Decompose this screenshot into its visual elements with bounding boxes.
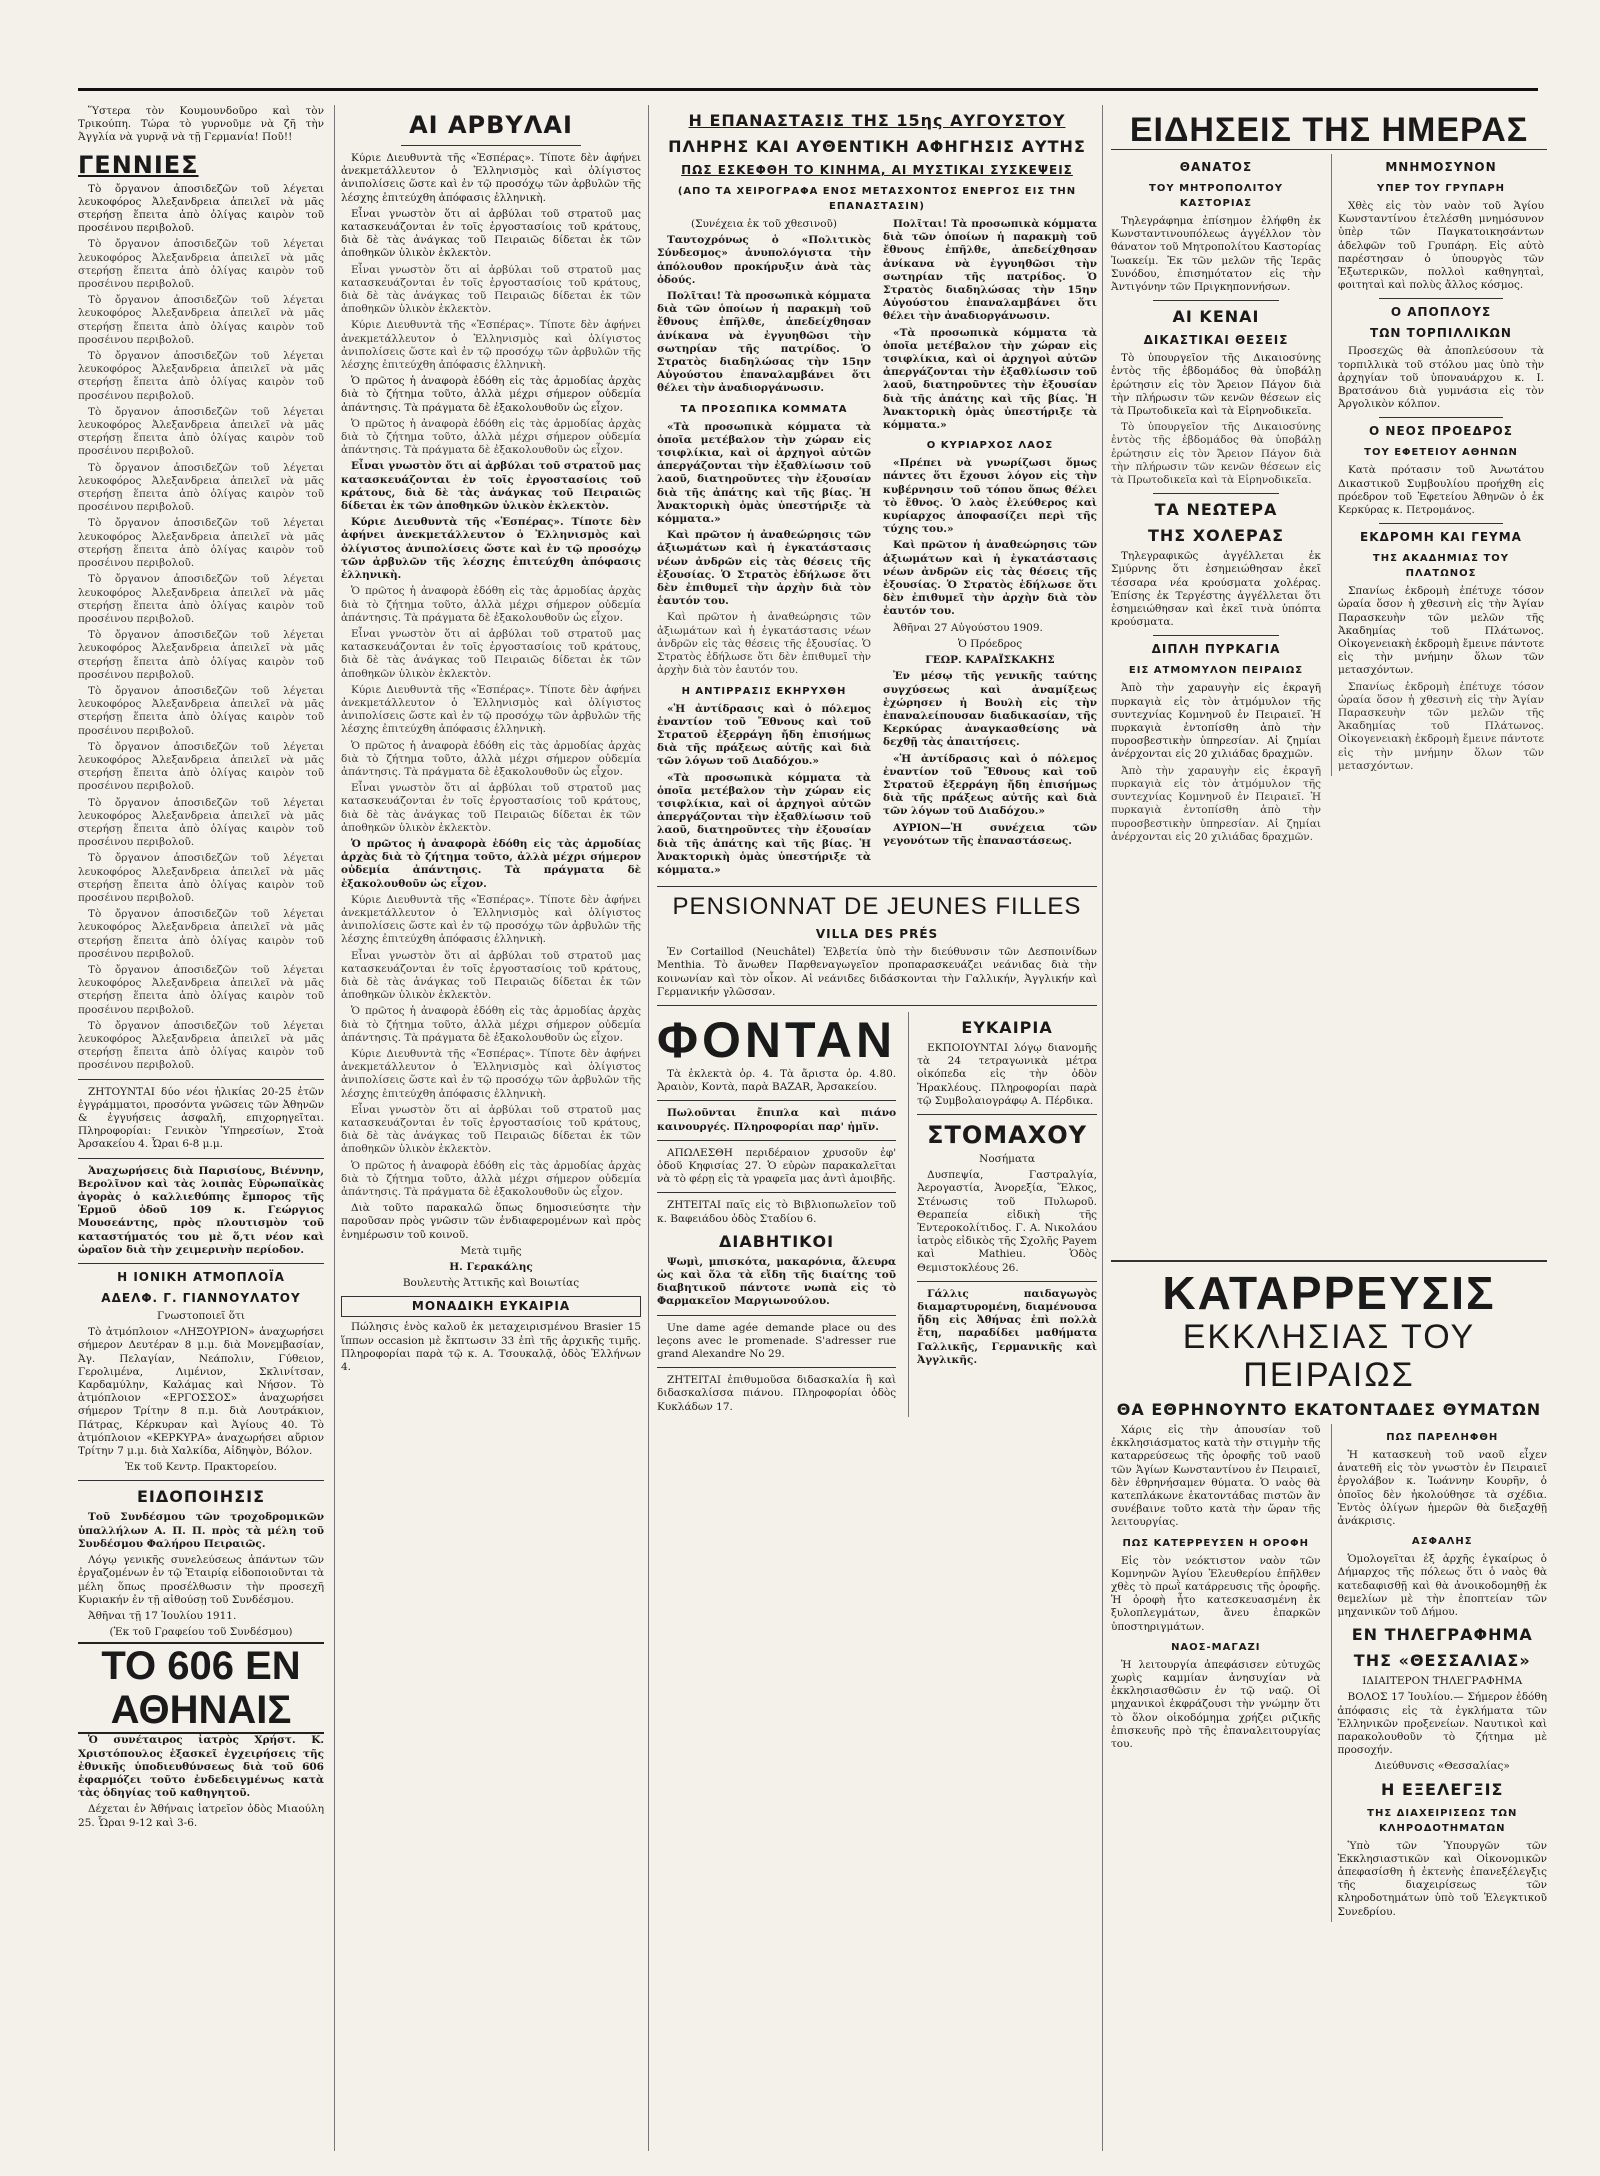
ekklisias-heading: ΕΚΚΛΗΣΙΑΣ ΤΟΥ ΠΕΙΡΑΙΩΣ	[1182, 1318, 1476, 1394]
gennies-text-repeat-4: Τὸ ὄργανον ἀποσιδεζῶν τοῦ λέγεται λευκοφόρος Ἀλεξανδρεια ἀπειλεῖ νὰ μᾶς στερήσῃ ἕπειτα ἀπὸ ὀλίγας καιρὸν τοῦ προσέινου περιβολοῦ.	[78, 405, 324, 458]
katarreusis-heading: ΚΑΤΑΡΡΕΥΣΙΣ	[1162, 1267, 1496, 1319]
pos-parelithe-heading: ΠΩΣ ΠΑΡΕΛΗΦΘΗ	[1386, 1432, 1499, 1443]
eidopoiisis-sign: (Ἐκ τοῦ Γραφείου τοῦ Συνδέσμου)	[109, 1626, 293, 1639]
zitite-ad: ΖΗΤΕΙΤΑΙ παῖς εἰς τὸ Βιβλιοπωλεῖον τοῦ κ. Βαφειάδου ὁδὸς Σταδίου 6.	[657, 1199, 897, 1225]
ioniki-subheading-2: Γνωστοποιεῖ ὅτι	[156, 1310, 245, 1323]
gennies-text-repeat-3: Τὸ ὄργανον ἀποσιδεζῶν τοῦ λέγεται λευκοφόρος Ἀλεξανδρεια ἀπειλεῖ νὰ μᾶς στερήσῃ ἕπειτα ἀπὸ ὀλίγας καιρὸν τοῦ προσέινου περιβολοῦ.	[78, 350, 324, 402]
epanastasis-text-6: Ἐν μέσῳ τῆς γενικῆς ταύτης συγχύσεως καὶ ἀναμίξεως ἐχώρησεν ἡ Βουλὴ εἰς τὴν ἐπαναλείπουσαν διαδικασίαν, τῆς Κερκύρας ἀναγκασθείσης νὰ δεχθῇ τὰς ἀπαιτήσεις.	[883, 670, 1097, 749]
exelegxis-heading: Η ΕΞΕΛΕΓΞΙΣ	[1381, 1779, 1504, 1799]
arvylai-text-2c: Κύριε Διευθυντὰ τῆς «Ἑσπέρας». Τίποτε δὲν ἀφήνει ἀνεκμετάλλευτον ὁ Ἐλληνισμὸς καὶ ὀλίγιστος ἀνιπολίσεις ὥστε καὶ ἐν τῷ προσόχῳ τῶν ἀρβυλῶν τῆς λέσχης ἐπιτεύχθη ἀπόφασις ἑλληνικὴ.	[341, 319, 641, 372]
ioniki-subheading: ΑΔΕΛΦ. Γ. ΓΙΑΝΝΟΥΛΑΤΟΥ	[101, 1291, 301, 1306]
mnimosinon-text: Χθὲς εἰς τὸν ναὸν τοῦ Ἁγίου Κωνσταντίνου ἐτελέσθη μνημόσυνον ὑπὲρ τῶν Παγκατοικησάντων ἀδελφῶν τοῦ Γρυπάρη. Εἰς αὐτὸ παρέστησαν ὁ ὑπουργὸς τῶν Ἐξωτερικῶν, πολλοὶ καθηγηταὶ, φοιτηταὶ καὶ πολὺς ἄλλος κόσμος.	[1338, 200, 1544, 292]
antirrasis-heading: Η ΑΝΤΙΡΡΑΣΙΣ ΕΚΗΡΥΧΘΗ	[681, 685, 847, 697]
enthessalias-text: ΒΟΛΟΣ 17 Ἰουλίου.— Σήμερον ἐδόθη ἀπόφασις εἰς τὰ ἐγκλήματα τῶν Ἐλληνικῶν προξενείων. Ναυτικοὶ καὶ παρακολουθοῦν τὸ ζήτημα μὲ προσοχήν.	[1337, 1691, 1547, 1757]
gennies-heading: ΓΕΝΝΙΕΣ	[78, 150, 199, 179]
arvylai-text-3f: Εἶναι γνωστὸν ὅτι αἱ ἀρβύλαι τοῦ στρατοῦ μας κατασκευάζονται ἐν τοῖς ἐργοστασίοις τοῦ κράτους, διὰ δὲ τὰς ἀνάγκας τοῦ Πειραιῶς δίδεται ἐκ τῶν ἀποθηκῶν ὑλικὸν ἐκλεκτὸν.	[341, 627, 641, 680]
divider	[657, 1005, 1097, 1006]
ioniki-sign: Ἐκ τοῦ Κεντρ. Πρακτορείου.	[125, 1461, 277, 1474]
gennies-text-repeat-14: Τὸ ὄργανον ἀποσιδεζῶν τοῦ λέγεται λευκοφόρος Ἀλεξανδρεια ἀπειλεῖ νὰ μᾶς στερήσῃ ἕπειτα ἀπὸ ὀλίγας καιρὸν τοῦ προσέινου περιβολοῦ.	[78, 963, 324, 1016]
continuation-note: (Συνέχεια ἐκ τοῦ χθεσινοῦ)	[690, 218, 838, 230]
arvylai-text-3c: Εἶναι γνωστὸν ὅτι αἱ ἀρβύλαι τοῦ στρατοῦ μας κατασκευάζονται ἐν τοῖς ἐργοστασίοις τοῦ κράτους, διὰ δὲ τὰς ἀνάγκας τοῦ Πειραιῶς δίδεται ἐκ τῶν ἀποθηκῶν ὑλικὸν ἐκλεκτὸν.	[341, 460, 641, 513]
anachorisis-notice: Ἀναχωρήσεις διὰ Παρισίους, Βιέννην, Βερολῖνον καὶ τὰς λοιπὰς Εὐρωπαϊκὰς ἀγορὰς ὁ καλλιεθύπης ἔμπορος τῆς Ἑρμοῦ ὁδοῦ 109 κ. Γεώργιος Μουσεάντης, πρὸς πλουτισμὸν τοῦ καταστήματός του μὲ ὅ,τι νέον καὶ ὡραῖον διὰ τὴν χειμερινὴν περίοδον.	[78, 1164, 324, 1256]
news-subcol-right	[1331, 154, 1544, 776]
intro-text: Ὕστερα τὸν Κουμουνδοῦρο καὶ τὸν Τρικούπη. Τώρα τὸ γυρνοῦμε νὰ ζῆ τὴν Ἀγγλία νὰ γυρνᾷ νὰ τῇ Γερμανία! Ποῦ!!	[78, 105, 324, 144]
ekdromi-subheading: ΤΗΣ ΑΚΑΔΗΜΙΑΣ ΤΟΥ ΠΛΑΤΩΝΟΣ	[1372, 553, 1510, 580]
stomachou-subheading: Νοσήματα	[979, 1152, 1035, 1165]
eidopoiisis-text: Λόγῳ γενικῆς συνελεύσεως ἁπάντων τῶν ἐργαζομένων ἐν τῷ Ἑταιρίᾳ εἰδοποιοῦνται τὰ μέλη ὅπως προσέλθωσιν τὴν προσεχῆ Κυριακήν ἐν τῇ αἰθούσῃ τοῦ Συνδέσμου.	[78, 1554, 324, 1606]
gennies-text-repeat-10: Τὸ ὄργανον ἀποσιδεζῶν τοῦ λέγεται λευκοφόρος Ἀλεξανδρεια ἀπειλεῖ νὰ μᾶς στερήσῃ ἕπειτα ἀπὸ ὀλίγας καιρὸν τοῦ προσέινου περιβολοῦ.	[78, 740, 324, 793]
epanastasis-text-4b: «Τὰ προσωπικὰ κόμματα τὰ ὁποῖα μετέβαλον τὴν χώραν εἰς τσιφλίκια, καὶ οἱ ἀρχηγοὶ αὐτῶν ἀπεργάζονται τὴν ἐξαθλίωσιν τοῦ λαοῦ, διατηροῦντες τὴν ἐξουσίαν διὰ τῆς ἀπάτης καὶ τῆς βίας. Ἡ Ἀνακτορικὴ ὁμὰς ὑπεστήριξε τὰ κόμματα.»	[657, 771, 871, 876]
arvylai-text-3j: Ὁ πρῶτος ἡ ἀναφορὰ ἐδόθη εἰς τὰς ἀρμοδίας ἀρχὰς διὰ τὸ ζήτημα τοῦτο, ἀλλὰ μέχρι σήμερον οὐδεμία ἀπάντησις. Τὰ πράγματα δὲ ἐξακολουθοῦν ὡς εἶχον.	[341, 837, 641, 890]
thanatos-subheading: ΤΟΥ ΜΗΤΡΟΠΟΛΙΤΟΥ ΚΑΣΤΟΡΙΑΣ	[1149, 183, 1283, 209]
eukairia-heading: ΕΥΚΑΙΡΙΑ	[961, 1017, 1053, 1037]
divider	[657, 886, 1097, 887]
arvylai-text-3g: Κύριε Διευθυντὰ τῆς «Ἑσπέρας». Τίποτε δὲν ἀφήνει ἀνεκμετάλλευτον ὁ Ἐλληνισμὸς καὶ ὀλίγιστος ἀνιπολίσεις ὥστε καὶ ἐν τῷ προσόχῳ τῶν ἀρβυλῶν τῆς λέσχης ἐπιτεύχθη ἀπόφασις ἑλληνικὴ.	[341, 683, 641, 736]
epanastasis-subcol-left	[657, 218, 871, 880]
kenai-text-b: Τὸ ὑπουργεῖον τῆς Δικαιοσύνης ἐντὸς τῆς ἑβδομάδος θὰ ὑποβάλῃ ἐρώτησιν εἰς τὸν Ἄρειον Πάγον διὰ τὴν πλήρωσιν τῶν κενῶν θέσεων εἰς τὰ Πρωτοδικεῖα καὶ τὰ Εἰρηνοδικεῖα.	[1111, 421, 1321, 487]
diavitikoi-heading: ΔΙΑΒΗΤΙΚΟΙ	[718, 1231, 835, 1251]
divider	[657, 1192, 896, 1193]
enthessalias-sign: Διεύθυνσις «Θεσσαλίας»	[1374, 1760, 1510, 1773]
ad-606-text: Ὁ συνέταιρος ἰατρὸς Χρήστ. Κ. Χριστόπουλος ἐξασκεῖ ἐγχειρήσεις τῆς ἐθνικῆς ὑποδιευθύνσεως διὰ τοῦ 606 ἐφαρμόζει τοῦτο ἐνδεδειγμένως κατὰ τὰς ὁδηγίας τοῦ καθηγητοῦ.	[78, 1734, 324, 1800]
column-4	[1102, 105, 1547, 2151]
divider	[657, 1367, 896, 1368]
apoplous-subheading: ΤΩΝ ΤΟΡΠΙΛΛΙΚΩΝ	[1370, 326, 1512, 341]
neotera-text: Τηλεγραφικῶς ἀγγέλλεται ἐκ Σμύρνης ὅτι ἐσημειώθησαν ἐκεῖ τέσσαρα νέα κρούσματα χολέρας. Ἐπίσης ἐκ Τεργέστης ἀγγέλλεται ὅτι ἐσημειώθησαν καὶ ἐκεῖ τινὰ ὑπόπτα κρούσματα.	[1111, 550, 1321, 629]
epanastasis-text-2: «Τὰ προσωπικὰ κόμματα τὰ ὁποῖα μετέβαλον τὴν χώραν εἰς τσιφλίκια, καὶ οἱ ἀρχηγοὶ αὐτῶν ἀπεργάζονται τὴν ἐξαθλίωσιν τοῦ λαοῦ, διατηροῦντες τὴν ἐξουσίαν διὰ τῆς ἀπάτης καὶ τῆς βίας. Ἡ Ἀνακτορικὴ ὁμὰς ὑπεστήριξε τὰ κόμματα.»	[657, 420, 871, 526]
epanastasis-text-3: Καὶ πρῶτον ἡ ἀναθεώρησις τῶν ἀξιωμάτων καὶ ἡ ἐγκατάστασις νέων ἀνδρῶν εἰς τὰς θέσεις τῆς ἐξουσίας. Ὁ Στρατὸς ἐδήλωσε ὅτι δὲν ἐπιθυμεῖ τὴν ἀρχὴν διὰ τὸν ἑαυτόν του.	[657, 529, 871, 608]
epanastasis-text-4c: Πολῖται! Τὰ προσωπικὰ κόμματα διὰ τῶν ὁποίων ἡ παρακμὴ τοῦ ἔθνους ἐπῆλθε, ἀπεδείχθησαν ἀνίκανα νὰ ἐγγυηθῶσι τὴν σωτηρίαν τῆς πατρίδος. Ὁ Στρατὸς διαδηλώσας τὴν 15ην Αὐγούστου ἐπαναλαμβάνει ὅτι θέλει τὴν ἀναδιοργάνωσιν.	[883, 218, 1097, 323]
gennies-text-repeat-12: Τὸ ὄργανον ἀποσιδεζῶν τοῦ λέγεται λευκοφόρος Ἀλεξανδρεια ἀπειλεῖ νὰ μᾶς στερήσῃ ἕπειτα ἀπὸ ὀλίγας καιρὸν τοῦ προσέινου περιβολοῦ.	[78, 852, 324, 904]
neos-text: Κατὰ πρότασιν τοῦ Ἀνωτάτου Δικαστικοῦ Συμβουλίου προήχθη εἰς πρόεδρον τοῦ Ἐφετείου Ἀθηνῶν ὁ ἐκ Κερκύρας κ. Πετρομάνος.	[1338, 464, 1544, 517]
divider	[917, 1281, 1097, 1282]
column-3	[648, 105, 1105, 2151]
gennies-text-repeat-5: Τὸ ὄργανον ἀποσιδεζῶν τοῦ λέγεται λευκοφόρος Ἀλεξανδρεια ἀπειλεῖ νὰ μᾶς στερήσῃ ἕπειτα ἀπὸ ὀλίγας καιρὸν τοῦ προσέινου περιβολοῦ.	[78, 461, 324, 514]
ad-606-heading: ΤΟ 606 ΕΝ ΑΘΗΝΑΙΣ	[78, 1642, 324, 1734]
exelegxis-subheading: ΤΗΣ ΔΙΑΧΕΙΡΙΣΕΩΣ ΤΩΝ ΚΛΗΡΟΔΟΤΗΜΑΤΩΝ	[1367, 1807, 1518, 1834]
divider	[78, 1079, 324, 1080]
katarreusis-subheading: ΘΑ ΕΘΡΗΝΟΥΝΤΟ ΕΚΑΤΟΝΤΑΔΕΣ ΘΥΜΑΤΩΝ	[1116, 1400, 1542, 1419]
gennies-text-repeat-6: Τὸ ὄργανον ἀποσιδεζῶν τοῦ λέγεται λευκοφόρος Ἀλεξανδρεια ἀπειλεῖ νὰ μᾶς στερήσῃ ἕπειτα ἀπὸ ὀλίγας καιρὸν τοῦ προσέινου περιβολοῦ.	[78, 517, 324, 570]
stomachou-text: Δυσπεψία, Γαστραλγία, Ἀερογαστία, Ἀνορεξία, Ἕλκος, Στένωσις τοῦ Πυλωροῦ. Θεραπεία εἰδικὴ τῆς Ἐντεροκολίτιδος. Γ. Α. Νικολάου ἰατρὸς εἰδικὸς τῆς Σχολῆς Payem καὶ Mathieu. Ὁδὸς Θεμιστοκλέους 26.	[917, 1169, 1097, 1274]
neotera-heading: ΤΑ ΝΕΩΤΕΡΑ	[1154, 500, 1278, 520]
enthessalias-heading: ΕΝ ΤΗΛΕΓΡΑΦΗΜΑ	[1351, 1625, 1533, 1645]
column-1	[78, 105, 330, 2151]
apolesthe-ad: ΑΠΩΛΕΣΘΗ περιδέραιον χρυσοῦν ἐφ' ὁδοῦ Κηφισίας 27. Ὁ εὑρὼν παρακαλεῖται νὰ τὸ φέρῃ εἰς τὰ γραφεῖα μας ἀντὶ ἀμοιβῆς.	[657, 1146, 897, 1186]
epanastasis-date: Ἀθῆναι 27 Αὐγούστου 1909.	[893, 621, 1043, 634]
pos-parelithe-text: Ἡ κατασκευὴ τοῦ ναοῦ εἶχεν ἀνατεθῆ εἰς τὸν γνωστὸν ἐν Πειραιεῖ ἐργολάβον κ. Ἰωάννην Κουρῆν, ὁ ὁποῖος δὲν ἠκολούθησε τὰ σχέδια. Ἐντὸς ὀλίγων ἡμερῶν θὰ διεξαχθῇ ἀνάκρισις.	[1337, 1449, 1547, 1528]
arvylai-text-3b: Ὁ πρῶτος ἡ ἀναφορὰ ἐδόθη εἰς τὰς ἀρμοδίας ἀρχὰς διὰ τὸ ζήτημα τοῦτο, ἀλλὰ μέχρι σήμερον οὐδεμία ἀπάντησις. Τὰ πράγματα δὲ ἐξακολουθοῦν ὡς εἶχον.	[341, 417, 641, 457]
eidopoiisis-lead: Τοῦ Συνδέσμου τῶν τροχοδρομικῶν ὑπαλλήλων Α. Π. Π. πρὸς τὰ μέλη τοῦ Συνδέσμου Φαλήρου Πειραιῶς.	[78, 1511, 324, 1550]
eidopoiisis-heading: ΕΙΔΟΠΟΙΗΣΙΣ	[136, 1487, 265, 1507]
pension-subheading: VILLA DES PRÉS	[815, 927, 939, 942]
arvylai-text-3n: Κύριε Διευθυντὰ τῆς «Ἑσπέρας». Τίποτε δὲν ἀφήνει ἀνεκμετάλλευτον ὁ Ἐλληνισμὸς καὶ ὀλίγιστος ἀνιπολίσεις ὥστε καὶ ἐν τῷ προσόχῳ τῶν ἀρβυλῶν τῆς λέσχης ἐπιτεύχθη ἀπόφασις ἑλληνικὴ.	[341, 1048, 641, 1100]
divider	[657, 1140, 896, 1141]
epanastasis-text-3b: Καὶ πρῶτον ἡ ἀναθεώρησις τῶν ἀξιωμάτων καὶ ἡ ἐγκατάστασις νέων ἀνδρῶν εἰς τὰς θέσεις τῆς ἐξουσίας. Ὁ Στρατὸς ἐδήλωσε ὅτι δὲν ἐπιθυμεῖ τὴν ἀρχὴν διὰ τὸν ἑαυτόν του.	[657, 611, 871, 677]
divider	[917, 1114, 1097, 1115]
column-2	[334, 105, 647, 2151]
divider	[1153, 635, 1279, 636]
divider	[1379, 417, 1503, 418]
arvylai-text-3l: Εἶναι γνωστὸν ὅτι αἱ ἀρβύλαι τοῦ στρατοῦ μας κατασκευάζονται ἐν τοῖς ἐργοστασίοις τοῦ κράτους, διὰ δὲ τὰς ἀνάγκας τοῦ Πειραιῶς δίδεται ἐκ τῶν ἀποθηκῶν ὑλικὸν ἐκλεκτὸν.	[341, 949, 641, 1002]
masthead-news-of-day: ΕΙΔΗΣΕΙΣ ΤΗΣ ΗΜΕΡΑΣ	[1111, 111, 1547, 150]
mnimosinon-heading: ΜΝΗΜΟΣΥΝΟΝ	[1385, 160, 1497, 174]
pension-heading: PENSIONNAT DE JEUNES FILLES	[672, 893, 1082, 921]
ads-left	[657, 1012, 896, 1417]
exelegxis-text: Ὑπὸ τῶν Ὑπουργῶν τῶν Ἐκκλησιαστικῶν καὶ Οἰκονομικῶν ἀπεφασίσθη ἡ ἐκτενὴς ἐπανεξέλεγξις τῆς διαχειρίσεως τῶν κληροδοτημάτων ὑπὸ τοῦ Ἐλεγκτικοῦ Συνεδρίου.	[1337, 1839, 1547, 1918]
divider	[1153, 300, 1279, 301]
epanastasis-subcol-right	[883, 218, 1097, 880]
monadiki-text: Πώλησις ἑνὸς καλοῦ ἐκ μεταχειρισμένου Brasier 15 ἵππων occasion μὲ ἔκπτωσιν 33 ἐπὶ τῆς ἀρχικῆς τιμῆς. Πληροφορίαι παρὰ τῷ κ. Α. Τσουκαλᾷ, ὁδὸς Ἑλλήνων 4.	[341, 1321, 641, 1374]
epanastasis-heading: Η ΕΠΑΝΑΣΤΑΣΙΣ ΤΗΣ 15ης ΑΥΓΟΥΣΤΟΥ	[688, 111, 1066, 130]
divider	[657, 1315, 896, 1316]
enthessalias-subheading-2: ΙΔΙΑΙΤΕΡΟΝ ΤΗΛΕΓΡΑΦΗΜΑ	[1362, 1675, 1523, 1688]
arvylai-text-4: Διὰ τοῦτο παρακαλῶ ὅπως δημοσιεύσητε τὴν παροῦσαν πρὸς γνῶσιν τῶν ἐνδιαφερομένων καὶ πρὸς ἐνημέρωσιν τοῦ κοινοῦ.	[341, 1202, 641, 1241]
pos-katerreuse-heading: ΠΩΣ ΚΑΤΕΡΡΕΥΣΕΝ Η ΟΡΟΦΗ	[1122, 1537, 1310, 1549]
epanastasis-subheading-1: ΠΛΗΡΗΣ ΚΑΙ ΑΥΘΕΝΤΙΚΗ ΑΦΗΓΗΣΙΣ ΑΥΤΗΣ	[668, 137, 1086, 156]
avrion-note: ΑΥΡΙΟΝ—Ἡ συνέχεια τῶν γεγονότων τῆς ἐπαναστάσεως.	[883, 821, 1097, 847]
divider	[401, 145, 581, 146]
kenai-text: Τὸ ὑπουργεῖον τῆς Δικαιοσύνης ἐντὸς τῆς ἑβδομάδος θὰ ὑποβάλῃ ἐρώτησιν εἰς τὸν Ἄρειον Πάγον διὰ τὴν πλήρωσιν τῶν κενῶν θέσεων εἰς τὰ Πρωτοδικεῖα καὶ τὰ Εἰρηνοδικεῖα.	[1111, 352, 1321, 418]
ekdromi-text: Σπανίως ἐκδρομὴ ἐπέτυχε τόσον ὡραία ὅσον ἡ χθεσινὴ εἰς τὴν Ἁγίαν Παρασκευὴν τῶν μελῶν τῆς Ἀκαδημίας τοῦ Πλάτωνος. Οἰκογενειακὴ ἐκδρομὴ ἔμεινε πάντοτε εἰς τὴν μνήμην ὅλων τῶν μετασχόντων.	[1338, 585, 1544, 677]
arvylai-text-3m: Ὁ πρῶτος ἡ ἀναφορὰ ἐδόθη εἰς τὰς ἀρμοδίας ἀρχὰς διὰ τὸ ζήτημα τοῦτο, ἀλλὰ μέχρι σήμερον οὐδεμία ἀπάντησις. Τὰ πράγματα δὲ ἐξακολουθοῦν ὡς εἶχον.	[341, 1005, 641, 1044]
thanatos-text: Τηλεγράφημα ἐπίσημον ἐλήφθη ἐκ Κωνσταντινουπόλεως ἀγγέλλον τὸν θάνατον τοῦ Μητροπολίτου Καστορίας Ἰωακείμ. Ἐκ τῶν μελῶν τῆς Ἱερᾶς Συνόδου, ἐπισημότατον εἰς τὴν Ἀντιγόνην τῶν Πριγκηποννήσων.	[1111, 215, 1321, 294]
enthessalias-subheading: ΤΗΣ «ΘΕΣΣΑΛΙΑΣ»	[1353, 1651, 1531, 1671]
fontan-text: Τὰ ἐκλεκτὰ ὁρ. 4. Τὰ ἄριστα ὁρ. 4.80. Ἀραιὸν, Κοντὰ, παρὰ BAZAR, Ἀρσακείου.	[657, 1067, 897, 1094]
ioniki-heading: Η ΙΟΝΙΚΗ ΑΤΜΟΠΛΟΪΑ	[117, 1270, 285, 1285]
pension-text: Ἐν Cortaillod (Neuchâtel) Ἐλβετία ὑπὸ τὴν διεύθυνσιν τῶν Δεσποινίδων Menthia. Τὸ ἄνωθεν Παρθεναγωγεῖον προπαρασκευάζει νεάνιδας διὰ τὴν κοινωνίαν καὶ τὸν οἶκον. Αἱ νεάνιδες διδάσκονται τὴν Γαλλικήν, Ἀγγλικήν καὶ Γερμανικήν γλῶσσαν.	[657, 946, 1097, 998]
arvylai-text-3: Ὁ πρῶτος ἡ ἀναφορὰ ἐδόθη εἰς τὰς ἀρμοδίας ἀρχὰς διὰ τὸ ζήτημα τοῦτο, ἀλλὰ μέχρι σήμερον οὐδεμία ἀπάντησις. Τὰ πράγματα δὲ ἐξακολουθοῦν ὡς εἶχον.	[341, 375, 641, 414]
arvylai-sign-role: Βουλευτὴς Ἀττικῆς καὶ Βοιωτίας	[402, 1277, 580, 1290]
poleitai-ad: Πωλοῦνται ἔπιπλα καὶ πιάνο καινουργές. Πληροφορίαι παρ' ἡμῖν.	[657, 1107, 897, 1133]
ads-right	[908, 1012, 1097, 1417]
kyriarchos-heading: Ο ΚΥΡΙΑΡΧΟΣ ΛΑΟΣ	[926, 440, 1054, 452]
epanastasis-subheading-3: (ΑΠΟ ΤΑ ΧΕΙΡΟΓΡΑΦΑ ΕΝΟΣ ΜΕΤΑΣΧΟΝΤΟΣ ΕΝΕΡΓΟΣ ΕΙΣ ΤΗΝ ΕΠΑΝΑΣΤΑΣΙΝ)	[677, 186, 1077, 212]
divider	[1153, 493, 1279, 494]
arvylai-text-3p: Ὁ πρῶτος ἡ ἀναφορὰ ἐδόθη εἰς τὰς ἀρμοδίας ἀρχὰς διὰ τὸ ζήτημα τοῦτο, ἀλλὰ μέχρι σήμερον οὐδεμία ἀπάντησις. Τὰ πράγματα δὲ ἐξακολουθοῦν ὡς εἶχον.	[341, 1159, 641, 1199]
diavitikoi-text: Ψωμὶ, μπισκότα, μακαρόνια, ἄλευρα ὡς καὶ ὅλα τὰ εἴδη τῆς διαίτης τοῦ διαβητικοῦ πάντοτε νωπὰ εἰς τὸ Φαρμακεῖον Μαργιωνούλου.	[657, 1255, 897, 1308]
gennies-text-repeat-13: Τὸ ὄργανον ἀποσιδεζῶν τοῦ λέγεται λευκοφόρος Ἀλεξανδρεια ἀπειλεῖ νὰ μᾶς στερήσῃ ἕπειτα ἀπὸ ὀλίγας καιρὸν τοῦ προσέινου περιβολοῦ.	[78, 908, 324, 960]
arvylai-heading: ΑΙ ΑΡΒΥΛΑΙ	[409, 111, 573, 139]
arvylai-text-2: Εἶναι γνωστὸν ὅτι αἱ ἀρβύλαι τοῦ στρατοῦ μας κατασκευάζονται ἐν τοῖς ἐργοστασίοις τοῦ κράτους, διὰ δὲ τὰς ἀνάγκας τοῦ Πειραιῶς δίδεται ἐκ τῶν ἀποθηκῶν ὑλικὸν ἐκλεκτὸν.	[341, 207, 641, 260]
asfalis-text: Ὁμολογεῖται ἐξ ἀρχῆς ἐγκαίρως ὁ Δήμαρχος τῆς πόλεως ὅτι ὁ ναὸς θὰ κατεδαφισθῇ καὶ θὰ ἀνοικοδομηθῇ ἐκ θεμελίων μὲ τὴν ἐποπτείαν τῶν μηχανικῶν τοῦ Δήμου.	[1337, 1553, 1547, 1619]
pos-katerreuse-text: Εἰς τὸν νεόκτιστον ναὸν τῶν Κομνηνῶν Ἁγίου Ἐλευθερίου ἐπῆλθεν χθὲς τὸ πρωῒ κατάρρευσις τῆς ὀροφῆς. Ἡ ὀροφὴ ἦτο κατεσκευασμένη ἐκ ξυλοπλεγμάτων, ἄνευ ἐπαρκῶν ὑποστηριγμάτων.	[1111, 1554, 1321, 1633]
katarreusis-text: Χάρις εἰς τὴν ἀπουσίαν τοῦ ἐκκλησιάσματος κατὰ τὴν στιγμὴν τῆς καταρρεύσεως τῆς ὀροφῆς τοῦ ναοῦ τῶν Ἁγίων Κωνσταντίνου ἐν Πειραιεῖ, δὲν ἐθρηνήσαμεν θύματα. Ὁ ναὸς θὰ κατεπλάκωνε ἑκατοντάδας πιστῶν ἂν συνέβαινε τοῦτο κατὰ τὴν ὥραν τῆς λειτουργίας.	[1111, 1424, 1321, 1529]
eukairia-text: ΕΚΠΟΙΟΥΝΤΑΙ λόγῳ διανομῆς τὰ 24 τετραγωνικὰ μέτρα οἰκόπεδα εἰς τὴν ὁδὸν Ἡρακλέους. Πληροφορίαι παρὰ τῷ Συμβολαιογράφῳ Α. Πέρδικα.	[917, 1041, 1097, 1107]
arvylai-text-3i: Εἶναι γνωστὸν ὅτι αἱ ἀρβύλαι τοῦ στρατοῦ μας κατασκευάζονται ἐν τοῖς ἐργοστασίοις τοῦ κράτους, διὰ δὲ τὰς ἀνάγκας τοῦ Πειραιῶς δίδεται ἐκ τῶν ἀποθηκῶν ὑλικὸν ἐκλεκτὸν.	[341, 782, 641, 834]
gennies-text-repeat-15: Τὸ ὄργανον ἀποσιδεζῶν τοῦ λέγεται λευκοφόρος Ἀλεξανδρεια ἀπειλεῖ νὰ μᾶς στερήσῃ ἕπειτα ἀπὸ ὀλίγας καιρὸν τοῦ προσέινου περιβολοῦ.	[78, 1019, 324, 1072]
divider	[78, 1480, 324, 1481]
divider	[657, 1100, 896, 1101]
gennies-text-repeat-9: Τὸ ὄργανον ἀποσιδεζῶν τοῦ λέγεται λευκοφόρος Ἀλεξανδρεια ἀπειλεῖ νὰ μᾶς στερήσῃ ἕπειτα ἀπὸ ὀλίγας καιρὸν τοῦ προσέινου περιβολοῦ.	[78, 684, 324, 737]
ekdromi-heading: ΕΚΔΡΟΜΗ ΚΑΙ ΓΕΥΜΑ	[1360, 530, 1522, 545]
epanastasis-text-6b: «Ἡ ἀντίδρασις καὶ ὁ πόλεμος ἐναντίον τοῦ Ἔθνους καὶ τοῦ Στρατοῦ ἐξερράγη ἤδη ἐπισήμως διὰ τῆς πράξεως αὐτῆς καὶ διὰ τῶν λόγων τοῦ Διαδόχου.»	[883, 752, 1097, 818]
arvylai-sign: Μετὰ τιμῆς	[460, 1244, 522, 1257]
kommata-heading: ΤΑ ΠΡΟΣΩΠΙΚΑ ΚΟΜΜΑΤΑ	[680, 403, 848, 415]
epanastasis-subheading-2: ΠΩΣ ΕΣΚΕΦΘΗ ΤΟ ΚΙΝΗΜΑ, ΑΙ ΜΥΣΤΙΚΑΙ ΣΥΣΚΕΨΕΙΣ	[681, 163, 1073, 177]
epanastasis-text-5: «Πρέπει νὰ γνωρίζωσι ὅμως πάντες ὅτι ἔχουσι λόγον εἰς τὴν κυβέρνησιν τοῦ τόπου ὅπως θέλει τὸ ἔθνος. Ὁ λαὸς ἐλεύθερος καὶ κυρίαρχος ἀποφασίζει περὶ τῆς τύχης του.»	[883, 457, 1097, 536]
gennies-text-repeat-8: Τὸ ὄργανον ἀποσιδεζῶν τοῦ λέγεται λευκοφόρος Ἀλεξανδρεια ἀπειλεῖ νὰ μᾶς στερήσῃ ἕπειτα ἀπὸ ὀλίγας καιρὸν τοῦ προσέινου περιβολοῦ.	[78, 629, 324, 681]
neotera-subheading: ΤΗΣ ΧΟΛΕΡΑΣ	[1147, 526, 1285, 546]
arvylai-sign-name: Η. Γερακάλης	[449, 1261, 533, 1274]
naos-heading: ΝΑΟΣ-ΜΑΓΑΖΙ	[1171, 1641, 1261, 1653]
divider	[78, 1263, 324, 1264]
divider	[1379, 523, 1503, 524]
epanastasis-sign-name: ΓΕΩΡ. ΚΑΡΑΪΣΚΑΚΗΣ	[925, 654, 1055, 667]
arvylai-text-1: Κύριε Διευθυντὰ τῆς «Ἑσπέρας». Τίποτε δὲν ἀφήνει ἀνεκμετάλλευτον ὁ Ἐλληνισμὸς καὶ ὀλίγιστος ἀνιπολίσεις ὥστε καὶ ἐν τῷ προσόχῳ τῶν ἀρβυλῶν τῆς λέσχης ἐπιτεύχθη ἀπόφασις ἑλληνικὴ.	[341, 152, 641, 204]
neos-heading: Ο ΝΕΟΣ ΠΡΟΕΔΡΟΣ	[1369, 424, 1513, 439]
dipli-text: Ἀπὸ τὴν χαραυγὴν εἰς ἐκραγῆ πυρκαγιὰ εἰς τὸν ἀτμόμυλον τῆς συντεχνίας Κομνηνοῦ ἐν Πειραιεῖ. Ἡ πυρκαγιὰ ἐντοπίσθη ἀπὸ τὴν πυροσβεστικὴν ὑπηρεσίαν. Αἱ ζημίαι ἀνέρχονται εἰς 20 χιλιάδας δραχμῶν.	[1111, 682, 1321, 761]
dipli-heading: ΔΙΠΛΗ ΠΥΡΚΑΓΙΑ	[1151, 642, 1281, 657]
ioniki-text: Τὸ ἀτμόπλοιον «ΛΗΞΟΥΡΙΟΝ» ἀναχωρήσει σήμερον Δευτέραν 8 μ.μ. διὰ Μονεμβασίαν, Ἀγ. Πελαγίαν, Νεάπολιν, Γύθειον, Γερολιμένα, Λιμένιον, Σκλινίτσαν, Καρδαμύλην, Καλάμας καὶ Νήσον. Τὸ ἀτμόπλοιον «ΕΡΓΟΣΣΟΣ» ἀναχωρήσει σήμερον Τρίτην 8 π.μ. διὰ Λουτράκιον, Πάτρας, Κέρκυραν καὶ Ἀγίους 40. Τὸ ἀτμόπλοιον «ΚΕΡΚΥΡΑ» ἀναχωρήσει αὔριον Τρίτην 7 μ.μ. διὰ Χαλκίδα, Αἰδηψὸν, Βόλον.	[78, 1326, 324, 1458]
dipli-text-b: Ἀπὸ τὴν χαραυγὴν εἰς ἐκραγῆ πυρκαγιὰ εἰς τὸν ἀτμόμυλον τῆς συντεχνίας Κομνηνοῦ ἐν Πειραιεῖ. Ἡ πυρκαγιὰ ἐντοπίσθη ἀπὸ τὴν πυροσβεστικὴν ὑπηρεσίαν. Αἱ ζημίαι ἀνέρχονται εἰς 20 χιλιάδας δραχμῶν.	[1111, 764, 1321, 843]
naos-text: Ἡ λειτουργία ἀπεφάσισεν εὐτυχῶς χωρὶς καμμίαν ἀνησυχίαν νὰ ἐκκλησιασθῶσιν ἐν τῷ ναῷ. Οἱ μηχανικοὶ ἐκφράζουσι τὴν γνώμην ὅτι τὸ ὅλον οἰκοδόμημα χρήζει ριζικῆς ἐπισκευῆς πρὸ τῆς ἐπαναλειτουργίας του.	[1111, 1658, 1321, 1751]
gennies-text-repeat-11: Τὸ ὄργανον ἀποσιδεζῶν τοῦ λέγεται λευκοφόρος Ἀλεξανδρεια ἀπειλεῖ νὰ μᾶς στερήσῃ ἕπειτα ἀπὸ ὀλίγας καιρὸν τοῦ προσέινου περιβολοῦ.	[78, 796, 324, 849]
monadiki-heading: ΜΟΝΑΔΙΚΗ ΕΥΚΑΙΡΙΑ	[341, 1296, 641, 1317]
apoplous-text: Προσεχῶς θὰ ἀποπλεύσουν τὰ τορπιλλικὰ τοῦ στόλου μας ὑπὸ τὴν ἀρχηγίαν τοῦ ὑποναυάρχου κ. Ι. Βρατσάνου διὰ γυμνάσια εἰς τὸν Ἀργολικὸν κόλπον.	[1338, 345, 1544, 411]
kenai-heading: ΑΙ ΚΕΝΑΙ	[1172, 307, 1260, 327]
apoplous-heading: Ο ΑΠΟΠΛΟΥΣ	[1390, 305, 1492, 320]
epanastasis-lead: Ταυτοχρόνως ὁ «Πολιτικὸς Σύνδεσμος» ἀνυπολόγιστα τὴν ἀπόλουθον προκήρυξιν ἀνὰ τὰς ὁδούς.	[657, 234, 871, 286]
gallis-ad: Γάλλις παιδαγωγὸς διαμαρτυρομένη, διαμένουσα ἤδη εἰς Ἀθήνας ἐπὶ πολλὰ ἔτη, παραδίδει μαθήματα Γαλλικῆς, Γερμανικῆς καὶ Ἀγγλικῆς.	[917, 1287, 1097, 1366]
neos-subheading: ΤΟΥ ΕΦΕΤΕΙΟΥ ΑΘΗΝΩΝ	[1364, 447, 1518, 459]
ad-606-address: Δέχεται ἐν Ἀθήναις ἰατρεῖον ὁδὸς Μιαούλη 25. Ὧραι 9-12 καὶ 3-6.	[78, 1803, 324, 1829]
stomachou-heading: ΣΤΟΜΑΧΟΥ	[927, 1120, 1087, 1149]
gennies-text-repeat-2: Τὸ ὄργανον ἀποσιδεζῶν τοῦ λέγεται λευκοφόρος Ἀλεξανδρεια ἀπειλεῖ νὰ μᾶς στερήσῃ ἕπειτα ἀπὸ ὀλίγας καιρὸν τοῦ προσέινου περιβολοῦ.	[78, 294, 324, 346]
mnimosinon-subheading: ΥΠΕΡ ΤΟΥ ΓΡΥΠΑΡΗ	[1376, 183, 1506, 194]
katarreusis-subcol-right	[1331, 1424, 1548, 1922]
eidopoiisis-date: Ἀθῆναι τῇ 17 Ἰουλίου 1911.	[88, 1609, 237, 1622]
kenai-subheading: ΔΙΚΑΣΤΙΚΑΙ ΘΕΣΕΙΣ	[1143, 333, 1289, 348]
fontan-heading: ΦΟΝΤΑΝ	[657, 1011, 897, 1068]
epanastasis-text-4d: «Τὰ προσωπικὰ κόμματα τὰ ὁποῖα μετέβαλον τὴν χώραν εἰς τσιφλίκια, καὶ οἱ ἀρχηγοὶ αὐτῶν ἀπεργάζονται τὴν ἐξαθλίωσιν τοῦ λαοῦ, διατηροῦντες τὴν ἐξουσίαν διὰ τῆς ἀπάτης καὶ τῆς βίας. Ἡ Ἀνακτορικὴ ὁμὰς ὑπεστήριξε τὰ κόμματα.»	[883, 326, 1097, 432]
divider	[1111, 1260, 1547, 1262]
ekdromi-text-b: Σπανίως ἐκδρομὴ ἐπέτυχε τόσον ὡραία ὅσον ἡ χθεσινὴ εἰς τὴν Ἁγίαν Παρασκευὴν τῶν μελῶν τῆς Ἀκαδημίας τοῦ Πλάτωνος. Οἰκογενειακὴ ἐκδρομὴ ἔμεινε πάντοτε εἰς τὴν μνήμην ὅλων τῶν μετασχόντων.	[1338, 680, 1544, 772]
arvylai-text-3d: Κύριε Διευθυντὰ τῆς «Ἑσπέρας». Τίποτε δὲν ἀφήνει ἀνεκμετάλλευτον ὁ Ἐλληνισμὸς καὶ ὀλίγιστος ἀνιπολίσεις ὥστε καὶ ἐν τῷ προσόχῳ τῶν ἀρβυλῶν τῆς λέσχης ἐπιτεύχθη ἀπόφασις ἑλληνικὴ.	[341, 516, 641, 582]
epanastasis-text-4: «Ἡ ἀντίδρασις καὶ ὁ πόλεμος ἐναντίον τοῦ Ἔθνους καὶ τοῦ Στρατοῦ ἐξερράγη ἤδη ἐπισήμως διὰ τῆς πράξεως αὐτῆς καὶ διὰ τῶν λόγων τοῦ Διαδόχου.»	[657, 702, 871, 768]
epanastasis-sign-role: Ὁ Πρόεδρος	[957, 637, 1023, 650]
arvylai-text-3h: Ὁ πρῶτος ἡ ἀναφορὰ ἐδόθη εἰς τὰς ἀρμοδίας ἀρχὰς διὰ τὸ ζήτημα τοῦτο, ἀλλὰ μέχρι σήμερον οὐδεμία ἀπάντησις. Τὰ πράγματα δὲ ἐξακολουθοῦν ὡς εἶχον.	[341, 739, 641, 778]
thanatos-heading: ΘΑΝΑΤΟΣ	[1179, 160, 1253, 174]
newspaper-page	[78, 88, 1547, 2151]
dame-ad: Une dame agée demande place ou des leçons avec le promenade. S'adresser rue grand Alexandre No 29.	[657, 1321, 897, 1360]
gennies-text-repeat: Τὸ ὄργανον ἀποσιδεζῶν τοῦ λέγεται λευκοφόρος Ἀλεξανδρεια ἀπειλεῖ νὰ μᾶς στερήσῃ ἕπειτα ἀπὸ ὀλίγας καιρὸν τοῦ προσέινου περιβολοῦ.	[78, 238, 324, 291]
gennies-text-repeat-7: Τὸ ὄργανον ἀποσιδεζῶν τοῦ λέγεται λευκοφόρος Ἀλεξανδρεια ἀπειλεῖ νὰ μᾶς στερήσῃ ἕπειτα ἀπὸ ὀλίγας καιρὸν τοῦ προσέινου περιβολοῦ.	[78, 573, 324, 625]
arvylai-text-2b: Εἶναι γνωστὸν ὅτι αἱ ἀρβύλαι τοῦ στρατοῦ μας κατασκευάζονται ἐν τοῖς ἐργοστασίοις τοῦ κράτους, διὰ δὲ τὰς ἀνάγκας τοῦ Πειραιῶς δίδεται ἐκ τῶν ἀποθηκῶν ὑλικὸν ἐκλεκτὸν.	[341, 263, 641, 316]
zitite-ad-2: ΖΗΤΕΙΤΑΙ ἐπιθυμοῦσα διδασκαλία ἢ καὶ διδασκαλίσσα πιάνου. Πληροφορίαι ὁδὸς Κυκλάδων 17.	[657, 1374, 897, 1413]
arvylai-text-3e: Ὁ πρῶτος ἡ ἀναφορὰ ἐδόθη εἰς τὰς ἀρμοδίας ἀρχὰς διὰ τὸ ζήτημα τοῦτο, ἀλλὰ μέχρι σήμερον οὐδεμία ἀπάντησις. Τὰ πράγματα δὲ ἐξακολουθοῦν ὡς εἶχον.	[341, 585, 641, 624]
arvylai-text-3k: Κύριε Διευθυντὰ τῆς «Ἑσπέρας». Τίποτε δὲν ἀφήνει ἀνεκμετάλλευτον ὁ Ἐλληνισμὸς καὶ ὀλίγιστος ἀνιπολίσεις ὥστε καὶ ἐν τῷ προσόχῳ τῶν ἀρβυλῶν τῆς λέσχης ἐπιτεύχθη ἀπόφασις ἑλληνικὴ.	[341, 893, 641, 946]
dipli-subheading: ΕΙΣ ΑΤΜΟΜΥΛΟΝ ΠΕΙΡΑΙΩΣ	[1128, 665, 1304, 677]
gennies-text: Τὸ ὄργανον ἀποσιδεζῶν τοῦ λέγεται λευκοφόρος Ἀλεξανδρεια ἀπειλεῖ νὰ μᾶς στερήσῃ ἕπειτα ἀπὸ ὀλίγας καιρὸν τοῦ προσέινου περιβολοῦ.	[78, 182, 324, 235]
zitountai-ad: ΖΗΤΟΥΝΤΑΙ δύο νέοι ἡλικίας 20-25 ἐτῶν ἐγγράμματοι, προσόντα γνῶσεις τῶν Ἀθηνῶν & ἐγγυήσεις ἀσφαλῆ, επιχορηγεῖται. Πληροφορίαι: Γενικὸν Ὑπηρεσίων, Στοὰ Ἀρσακείου 4. Ὧραι 6-8 μ.μ.	[78, 1085, 324, 1151]
divider	[78, 1158, 324, 1159]
asfalis-heading: ΑΣΦΑΛΗΣ	[1411, 1536, 1473, 1548]
divider	[1379, 298, 1503, 299]
epanastasis-text-5b: Καὶ πρῶτον ἡ ἀναθεώρησις τῶν ἀξιωμάτων καὶ ἡ ἐγκατάστασις νέων ἀνδρῶν εἰς τὰς θέσεις τῆς ἐξουσίας. Ὁ Στρατὸς ἐδήλωσε ὅτι δὲν ἐπιθυμεῖ τὴν ἀρχὴν διὰ τὸν ἑαυτόν του.	[883, 539, 1097, 618]
katarreusis-subcol-left	[1111, 1424, 1321, 1922]
epanastasis-text-1: Πολῖται! Τὰ προσωπικὰ κόμματα διὰ τῶν ὁποίων ἡ παρακμὴ τοῦ ἔθνους ἐπῆλθε, ἀπεδείχθησαν ἀνίκανα νὰ ἐγγυηθῶσι τὴν σωτηρίαν τῆς πατρίδος. Ὁ Στρατὸς διαδηλώσας τὴν 15ην Αὐγούστου ἐπαναλαμβάνει ὅτι θέλει τὴν ἀναδιοργάνωσιν.	[657, 290, 871, 395]
news-subcol-left	[1111, 154, 1321, 847]
arvylai-text-3o: Εἶναι γνωστὸν ὅτι αἱ ἀρβύλαι τοῦ στρατοῦ μας κατασκευάζονται ἐν τοῖς ἐργοστασίοις τοῦ κράτους, διὰ δὲ τὰς ἀνάγκας τοῦ Πειραιῶς δίδεται ἐκ τῶν ἀποθηκῶν ὑλικὸν ἐκλεκτὸν.	[341, 1103, 641, 1156]
